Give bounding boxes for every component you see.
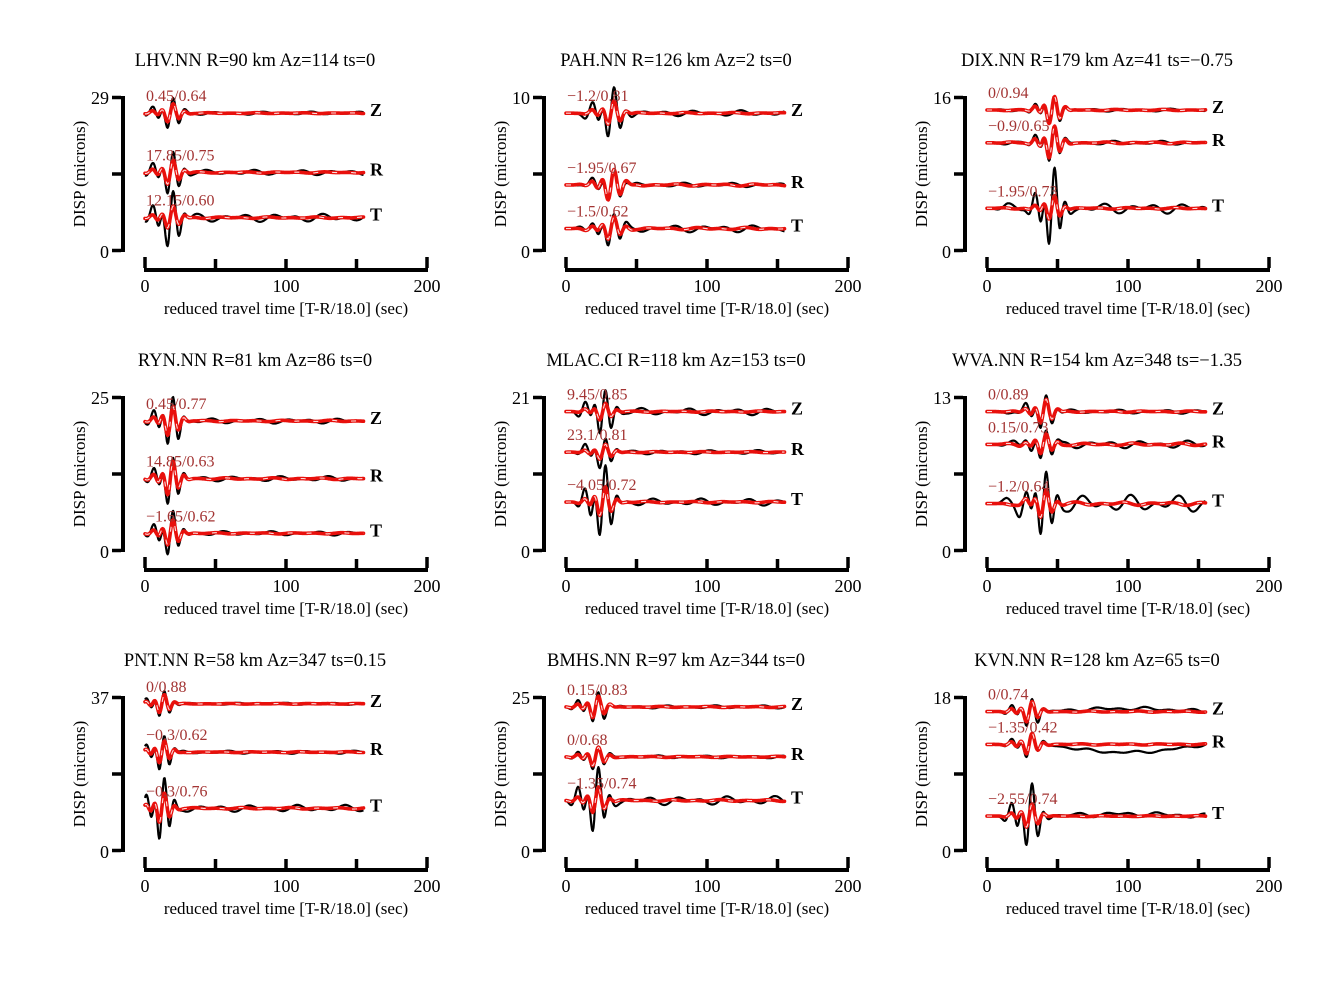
seismogram-panel: [446, 330, 867, 630]
x-axis-tick: [776, 259, 780, 268]
x-axis-title: reduced travel time [T-R/18.0] (sec): [584, 599, 830, 618]
y-axis-tick: [112, 549, 121, 553]
component-label: Z: [791, 398, 804, 419]
component-label: R: [370, 465, 383, 486]
x-axis-tick: [846, 257, 850, 268]
x-axis-tick: [1126, 859, 1130, 868]
waveform-plot: [446, 330, 867, 630]
component-label: Z: [370, 407, 383, 428]
x-axis-line: [986, 268, 1270, 272]
x-tick-label: 0: [982, 276, 992, 296]
x-axis-tick: [1056, 259, 1060, 268]
x-tick-label: 0: [982, 876, 992, 896]
y-axis-spine: [121, 96, 125, 252]
x-axis-tick: [1056, 859, 1060, 868]
x-axis-tick: [985, 257, 989, 268]
component-label: T: [370, 204, 383, 225]
x-axis-line: [986, 568, 1270, 572]
synthetic-trace: [566, 696, 785, 718]
y-axis-spine: [542, 96, 546, 252]
shift-correlation-annotation: −1.2/0.81: [567, 88, 629, 106]
component-label: T: [791, 489, 804, 510]
y-max-label: 16: [933, 88, 951, 108]
panel-title: LHV.NN R=90 km Az=114 ts=0: [134, 51, 376, 71]
synthetic-trace: [145, 741, 364, 762]
x-axis-tick: [143, 557, 147, 568]
x-axis-tick: [635, 859, 639, 868]
x-tick-label: 100: [693, 576, 721, 596]
x-tick-label: 200: [1255, 276, 1283, 296]
y-axis-title: DISP (microns): [491, 420, 510, 528]
shift-correlation-annotation: 0/0.74: [988, 686, 1029, 704]
waveform-plot: [25, 630, 446, 930]
x-axis-tick: [705, 859, 709, 868]
x-axis-tick: [1267, 257, 1271, 268]
x-tick-label: 100: [1114, 276, 1142, 296]
x-axis-tick: [1197, 559, 1201, 568]
component-label: Z: [370, 690, 383, 711]
y-axis-tick: [954, 772, 963, 776]
x-tick-label: 100: [272, 276, 300, 296]
component-label: T: [791, 787, 804, 808]
x-axis-tick: [705, 259, 709, 268]
shift-correlation-annotation: 0/0.68: [567, 731, 608, 749]
shift-correlation-annotation: −0.3/0.76: [146, 783, 208, 801]
y-axis-tick: [533, 696, 542, 700]
y-axis-title: DISP (microns): [491, 720, 510, 828]
waveform-plot: [446, 30, 867, 330]
x-tick-label: 0: [561, 576, 571, 596]
x-axis-title: reduced travel time [T-R/18.0] (sec): [1005, 299, 1251, 318]
panel-title: PNT.NN R=58 km Az=347 ts=0.15: [123, 651, 387, 671]
y-axis-title: DISP (microns): [70, 120, 89, 228]
x-axis-title: reduced travel time [T-R/18.0] (sec): [1005, 899, 1251, 918]
y-max-label: 25: [91, 388, 109, 408]
shift-correlation-annotation: −1.65/0.62: [146, 508, 216, 526]
y-max-label: 37: [91, 688, 109, 708]
x-tick-label: 200: [834, 576, 862, 596]
shift-correlation-annotation: −1.2/0.64: [988, 478, 1050, 496]
shift-correlation-annotation: −1.5/0.62: [567, 203, 629, 221]
x-axis-tick: [564, 557, 568, 568]
waveform-plot: [25, 330, 446, 630]
y-axis-tick: [112, 472, 121, 476]
y-axis-title: DISP (microns): [912, 420, 931, 528]
y-axis-spine: [963, 696, 967, 852]
y-min-label: 0: [942, 542, 951, 562]
component-label: T: [370, 795, 383, 816]
x-tick-label: 0: [140, 876, 150, 896]
y-axis-tick: [533, 249, 542, 253]
x-axis-tick: [425, 857, 429, 868]
shift-correlation-annotation: −1.35/0.42: [988, 719, 1058, 737]
seismogram-panel: [446, 630, 867, 930]
x-axis-title: reduced travel time [T-R/18.0] (sec): [1005, 599, 1251, 618]
shift-correlation-annotation: 0.15/0.83: [567, 681, 628, 699]
panel-title: KVN.NN R=128 km Az=65 ts=0: [974, 651, 1220, 671]
x-tick-label: 200: [413, 276, 441, 296]
y-axis-title: DISP (microns): [70, 420, 89, 528]
panel-title: PAH.NN R=126 km Az=2 ts=0: [560, 51, 792, 71]
x-tick-label: 200: [413, 876, 441, 896]
y-axis-tick: [112, 172, 121, 176]
y-axis-title: DISP (microns): [491, 120, 510, 228]
shift-correlation-annotation: −2.55/0.74: [988, 791, 1058, 809]
x-axis-tick: [846, 857, 850, 868]
component-label: Z: [791, 100, 804, 121]
x-tick-label: 0: [561, 276, 571, 296]
x-axis-line: [144, 868, 428, 872]
y-min-label: 0: [100, 542, 109, 562]
y-min-label: 0: [521, 842, 530, 862]
x-axis-tick: [776, 559, 780, 568]
x-axis-tick: [143, 857, 147, 868]
y-axis-tick: [533, 849, 542, 853]
y-axis-tick: [112, 249, 121, 253]
x-tick-label: 200: [834, 276, 862, 296]
shift-correlation-annotation: 0/0.88: [146, 678, 187, 696]
x-axis-tick: [1267, 857, 1271, 868]
y-axis-tick: [533, 396, 542, 400]
y-axis-spine: [963, 96, 967, 252]
y-axis-title: DISP (microns): [70, 720, 89, 828]
component-label: T: [791, 215, 804, 236]
component-label: R: [370, 739, 383, 760]
y-axis-tick: [112, 772, 121, 776]
shift-correlation-annotation: 14.85/0.63: [146, 453, 215, 471]
y-max-label: 25: [512, 688, 530, 708]
seismogram-panel: [867, 30, 1288, 330]
component-label: R: [791, 743, 804, 764]
shift-correlation-annotation: 0.45/0.77: [146, 395, 207, 413]
x-axis-title: reduced travel time [T-R/18.0] (sec): [584, 299, 830, 318]
shift-correlation-annotation: 0.15/0.73: [988, 419, 1049, 437]
waveform-plot: [446, 630, 867, 930]
x-axis-line: [565, 868, 849, 872]
x-axis-tick: [1197, 859, 1201, 868]
x-axis-title: reduced travel time [T-R/18.0] (sec): [163, 899, 409, 918]
x-axis-tick: [284, 859, 288, 868]
y-max-label: 18: [933, 688, 951, 708]
seismogram-panel: [25, 630, 446, 930]
shift-correlation-annotation: −0.3/0.62: [146, 727, 208, 745]
y-min-label: 0: [521, 242, 530, 262]
component-label: Z: [1212, 698, 1225, 719]
synthetic-trace: [145, 104, 364, 122]
y-axis-tick: [954, 396, 963, 400]
panel-title: MLAC.CI R=118 km Az=153 ts=0: [546, 351, 806, 371]
component-label: R: [370, 159, 383, 180]
x-axis-line: [565, 268, 849, 272]
x-tick-label: 0: [140, 276, 150, 296]
observed-trace: [987, 168, 1206, 244]
y-axis-tick: [954, 172, 963, 176]
y-axis-spine: [963, 396, 967, 552]
y-axis-tick: [533, 772, 542, 776]
seismogram-panel: [867, 330, 1288, 630]
y-axis-tick: [954, 249, 963, 253]
waveform-plot: [867, 30, 1288, 330]
shift-correlation-annotation: 0.45/0.64: [146, 88, 207, 106]
x-axis-line: [144, 568, 428, 572]
component-label: T: [1212, 195, 1225, 216]
y-axis-tick: [533, 472, 542, 476]
x-tick-label: 100: [1114, 876, 1142, 896]
x-tick-label: 0: [982, 576, 992, 596]
y-axis-spine: [121, 396, 125, 552]
y-axis-tick: [112, 396, 121, 400]
y-min-label: 0: [942, 842, 951, 862]
y-axis-tick: [954, 472, 963, 476]
x-tick-label: 100: [272, 576, 300, 596]
x-axis-tick: [355, 859, 359, 868]
waveform-plot: [25, 30, 446, 330]
component-label: T: [1212, 490, 1225, 511]
component-label: Z: [370, 100, 383, 121]
shift-correlation-annotation: 12.15/0.60: [146, 192, 215, 210]
x-axis-line: [986, 868, 1270, 872]
seismogram-panel: [446, 30, 867, 330]
shift-correlation-annotation: −1.35/0.74: [567, 775, 637, 793]
x-axis-tick: [985, 557, 989, 568]
x-tick-label: 0: [140, 576, 150, 596]
panel-title: BMHS.NN R=97 km Az=344 ts=0: [547, 651, 805, 671]
x-axis-tick: [1197, 259, 1201, 268]
x-axis-line: [565, 568, 849, 572]
x-axis-tick: [635, 559, 639, 568]
waveform-plot: [867, 630, 1288, 930]
x-tick-label: 100: [272, 876, 300, 896]
x-axis-tick: [143, 257, 147, 268]
panel-title: DIX.NN R=179 km Az=41 ts=−0.75: [961, 51, 1233, 71]
x-axis-tick: [284, 259, 288, 268]
x-axis-tick: [985, 857, 989, 868]
seismogram-panel: [867, 630, 1288, 930]
x-axis-title: reduced travel time [T-R/18.0] (sec): [163, 599, 409, 618]
y-min-label: 0: [100, 842, 109, 862]
y-axis-spine: [542, 396, 546, 552]
shift-correlation-annotation: −1.95/0.67: [567, 159, 637, 177]
y-axis-tick: [112, 696, 121, 700]
x-axis-tick: [635, 259, 639, 268]
x-tick-label: 100: [693, 876, 721, 896]
x-axis-tick: [1267, 557, 1271, 568]
y-max-label: 29: [91, 88, 109, 108]
y-axis-tick: [533, 549, 542, 553]
y-axis-tick: [954, 849, 963, 853]
y-axis-tick: [533, 96, 542, 100]
shift-correlation-annotation: 23.1/0.81: [567, 427, 628, 445]
shift-correlation-annotation: 0/0.89: [988, 386, 1029, 404]
x-axis-tick: [355, 259, 359, 268]
y-axis-title: DISP (microns): [912, 720, 931, 828]
x-axis-title: reduced travel time [T-R/18.0] (sec): [584, 899, 830, 918]
x-axis-tick: [284, 559, 288, 568]
y-min-label: 0: [521, 542, 530, 562]
y-min-label: 0: [100, 242, 109, 262]
y-axis-tick: [954, 696, 963, 700]
y-max-label: 21: [512, 388, 530, 408]
synthetic-trace: [566, 444, 785, 459]
panel-title: RYN.NN R=81 km Az=86 ts=0: [137, 351, 373, 371]
x-tick-label: 100: [1114, 576, 1142, 596]
waveform-plot: [867, 330, 1288, 630]
seismogram-panel: [25, 330, 446, 630]
x-axis-tick: [564, 857, 568, 868]
x-axis-tick: [846, 557, 850, 568]
observed-trace: [566, 465, 785, 535]
x-axis-line: [144, 268, 428, 272]
component-label: R: [1212, 431, 1225, 452]
component-label: T: [370, 520, 383, 541]
component-label: R: [791, 439, 804, 460]
x-axis-tick: [776, 859, 780, 868]
x-axis-tick: [355, 559, 359, 568]
component-label: T: [1212, 803, 1225, 824]
shift-correlation-annotation: 17.85/0.75: [146, 147, 215, 165]
panel-title: WVA.NN R=154 km Az=348 ts=−1.35: [951, 351, 1243, 371]
shift-correlation-annotation: −0.9/0.65: [988, 117, 1050, 135]
x-tick-label: 200: [1255, 576, 1283, 596]
x-axis-tick: [214, 559, 218, 568]
component-label: Z: [1212, 398, 1225, 419]
synthetic-trace: [566, 747, 785, 766]
x-axis-tick: [1056, 559, 1060, 568]
y-axis-tick: [954, 549, 963, 553]
component-label: R: [791, 171, 804, 192]
x-axis-tick: [1126, 259, 1130, 268]
y-axis-tick: [954, 96, 963, 100]
y-axis-title: DISP (microns): [912, 120, 931, 228]
y-axis-tick: [112, 849, 121, 853]
y-axis-tick: [112, 96, 121, 100]
shift-correlation-annotation: −4.05/0.72: [567, 477, 637, 495]
x-tick-label: 0: [561, 876, 571, 896]
y-max-label: 10: [512, 88, 530, 108]
x-axis-tick: [705, 559, 709, 568]
component-label: R: [1212, 129, 1225, 150]
component-label: R: [1212, 731, 1225, 752]
x-axis-tick: [564, 257, 568, 268]
component-label: Z: [1212, 97, 1225, 118]
x-tick-label: 100: [693, 276, 721, 296]
x-tick-label: 200: [413, 576, 441, 596]
y-min-label: 0: [942, 242, 951, 262]
y-max-label: 13: [933, 388, 951, 408]
x-tick-label: 200: [1255, 876, 1283, 896]
component-label: Z: [791, 693, 804, 714]
seismogram-panel: [25, 30, 446, 330]
y-axis-spine: [542, 696, 546, 852]
shift-correlation-annotation: −1.95/0.73: [988, 183, 1058, 201]
x-axis-title: reduced travel time [T-R/18.0] (sec): [163, 299, 409, 318]
y-axis-tick: [533, 172, 542, 176]
x-axis-tick: [1126, 559, 1130, 568]
shift-correlation-annotation: 0/0.94: [988, 85, 1029, 103]
x-tick-label: 200: [834, 876, 862, 896]
x-axis-tick: [425, 557, 429, 568]
y-axis-spine: [121, 696, 125, 852]
x-axis-tick: [214, 859, 218, 868]
x-axis-tick: [214, 259, 218, 268]
shift-correlation-annotation: 9.45/0.85: [567, 386, 628, 404]
x-axis-tick: [425, 257, 429, 268]
